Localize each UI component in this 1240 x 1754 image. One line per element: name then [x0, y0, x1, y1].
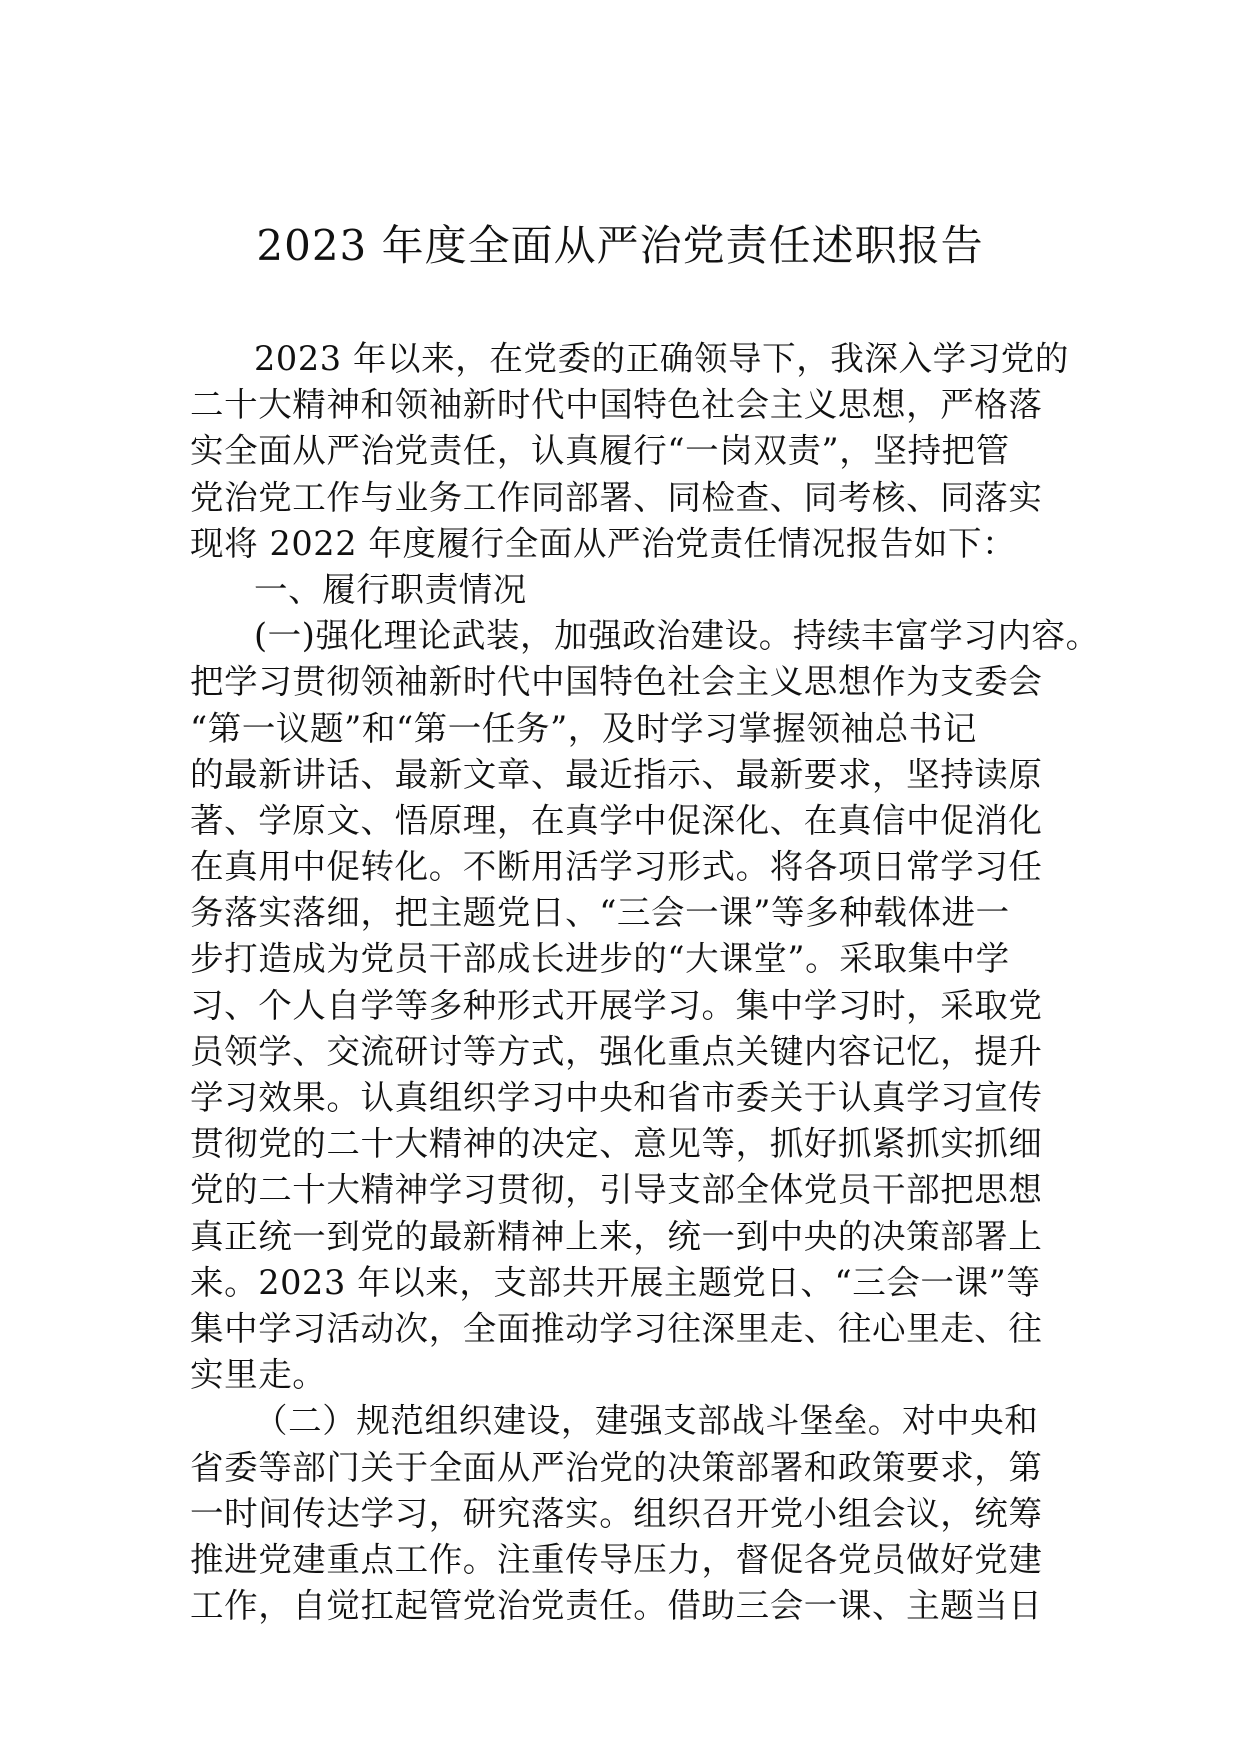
paragraph-line: 著、学原文、悟原理，在真学中促深化、在真信中促消化	[190, 800, 1043, 840]
paragraph-line: 务落实落细，把主题党日、“三会一课”等多种载体进一	[190, 893, 1010, 933]
paragraph-line: 工作，自觉扛起管党治党责任。借助三会一课、主题当日	[190, 1586, 1043, 1626]
paragraph-line: 一时间传达学习，研究落实。组织召开党小组会议，统筹	[190, 1493, 1043, 1533]
paragraph-line: 员领学、交流研讨等方式，强化重点关键内容记忆，提升	[190, 1031, 1043, 1071]
paragraph-line: (一)强化理论武装，加强政治建设。持续丰富学习内容。	[254, 616, 1100, 656]
paragraph-line: 省委等部门关于全面从严治党的决策部署和政策要求，第	[190, 1447, 1043, 1487]
paragraph-line: 学习效果。认真组织学习中央和省市委关于认真学习宣传	[190, 1078, 1043, 1117]
section-heading: 一、履行职责情况	[254, 569, 527, 609]
paragraph-line: 2023 年以来，在党委的正确领导下，我深入学习党的	[254, 339, 1070, 378]
paragraph-line: 贯彻党的二十大精神的决定、意见等，抓好抓紧抓实抓细	[190, 1124, 1043, 1164]
document-title: 2023 年度全面从严治党责任述职报告	[256, 221, 984, 270]
paragraph-line: 集中学习活动次，全面推动学习往深里走、往心里走、往	[190, 1308, 1043, 1348]
paragraph-line: 步打造成为党员干部成长进步的“大课堂”。采取集中学	[190, 939, 1010, 979]
report-body	[190, 336, 1100, 1629]
paragraph-line: 把学习贯彻领袖新时代中国特色社会主义思想作为支委会	[190, 662, 1043, 702]
paragraph-line: “第一议题”和“第一任务”，及时学习掌握领袖总书记	[190, 708, 978, 748]
paragraph-line: 党治党工作与业务工作同部署、同检查、同考核、同落实	[190, 477, 1043, 517]
paragraph-line: 实全面从严治党责任，认真履行“一岗双责”，坚持把管	[190, 431, 1010, 471]
paragraph-line: 推进党建重点工作。注重传导压力，督促各党员做好党建	[190, 1539, 1043, 1579]
paragraph-line: 党的二十大精神学习贯彻，引导支部全体党员干部把思想	[190, 1170, 1043, 1210]
paragraph-line: 二十大精神和领袖新时代中国特色社会主义思想，严格落	[190, 385, 1043, 425]
paragraph-line: 现将 2022 年度履行全面从严治党责任情况报告如下：	[190, 523, 1017, 563]
paragraph-line: 来。2023 年以来，支部共开展主题党日、“三会一课”等	[190, 1262, 1041, 1302]
paragraph-line: 实里走。	[190, 1355, 327, 1395]
paragraph-line: 的最新讲话、最新文章、最近指示、最新要求，坚持读原	[190, 754, 1043, 794]
paragraph-line: 习、个人自学等多种形式开展学习。集中学习时，采取党	[190, 985, 1043, 1025]
paragraph-line: 真正统一到党的最新精神上来，统一到中央的决策部署上	[190, 1216, 1043, 1256]
paragraph-line: （二）规范组织建设，建强支部战斗堡垒。对中央和	[254, 1401, 1039, 1441]
paragraph-line: 在真用中促转化。不断用活学习形式。将各项日常学习任	[190, 847, 1043, 887]
